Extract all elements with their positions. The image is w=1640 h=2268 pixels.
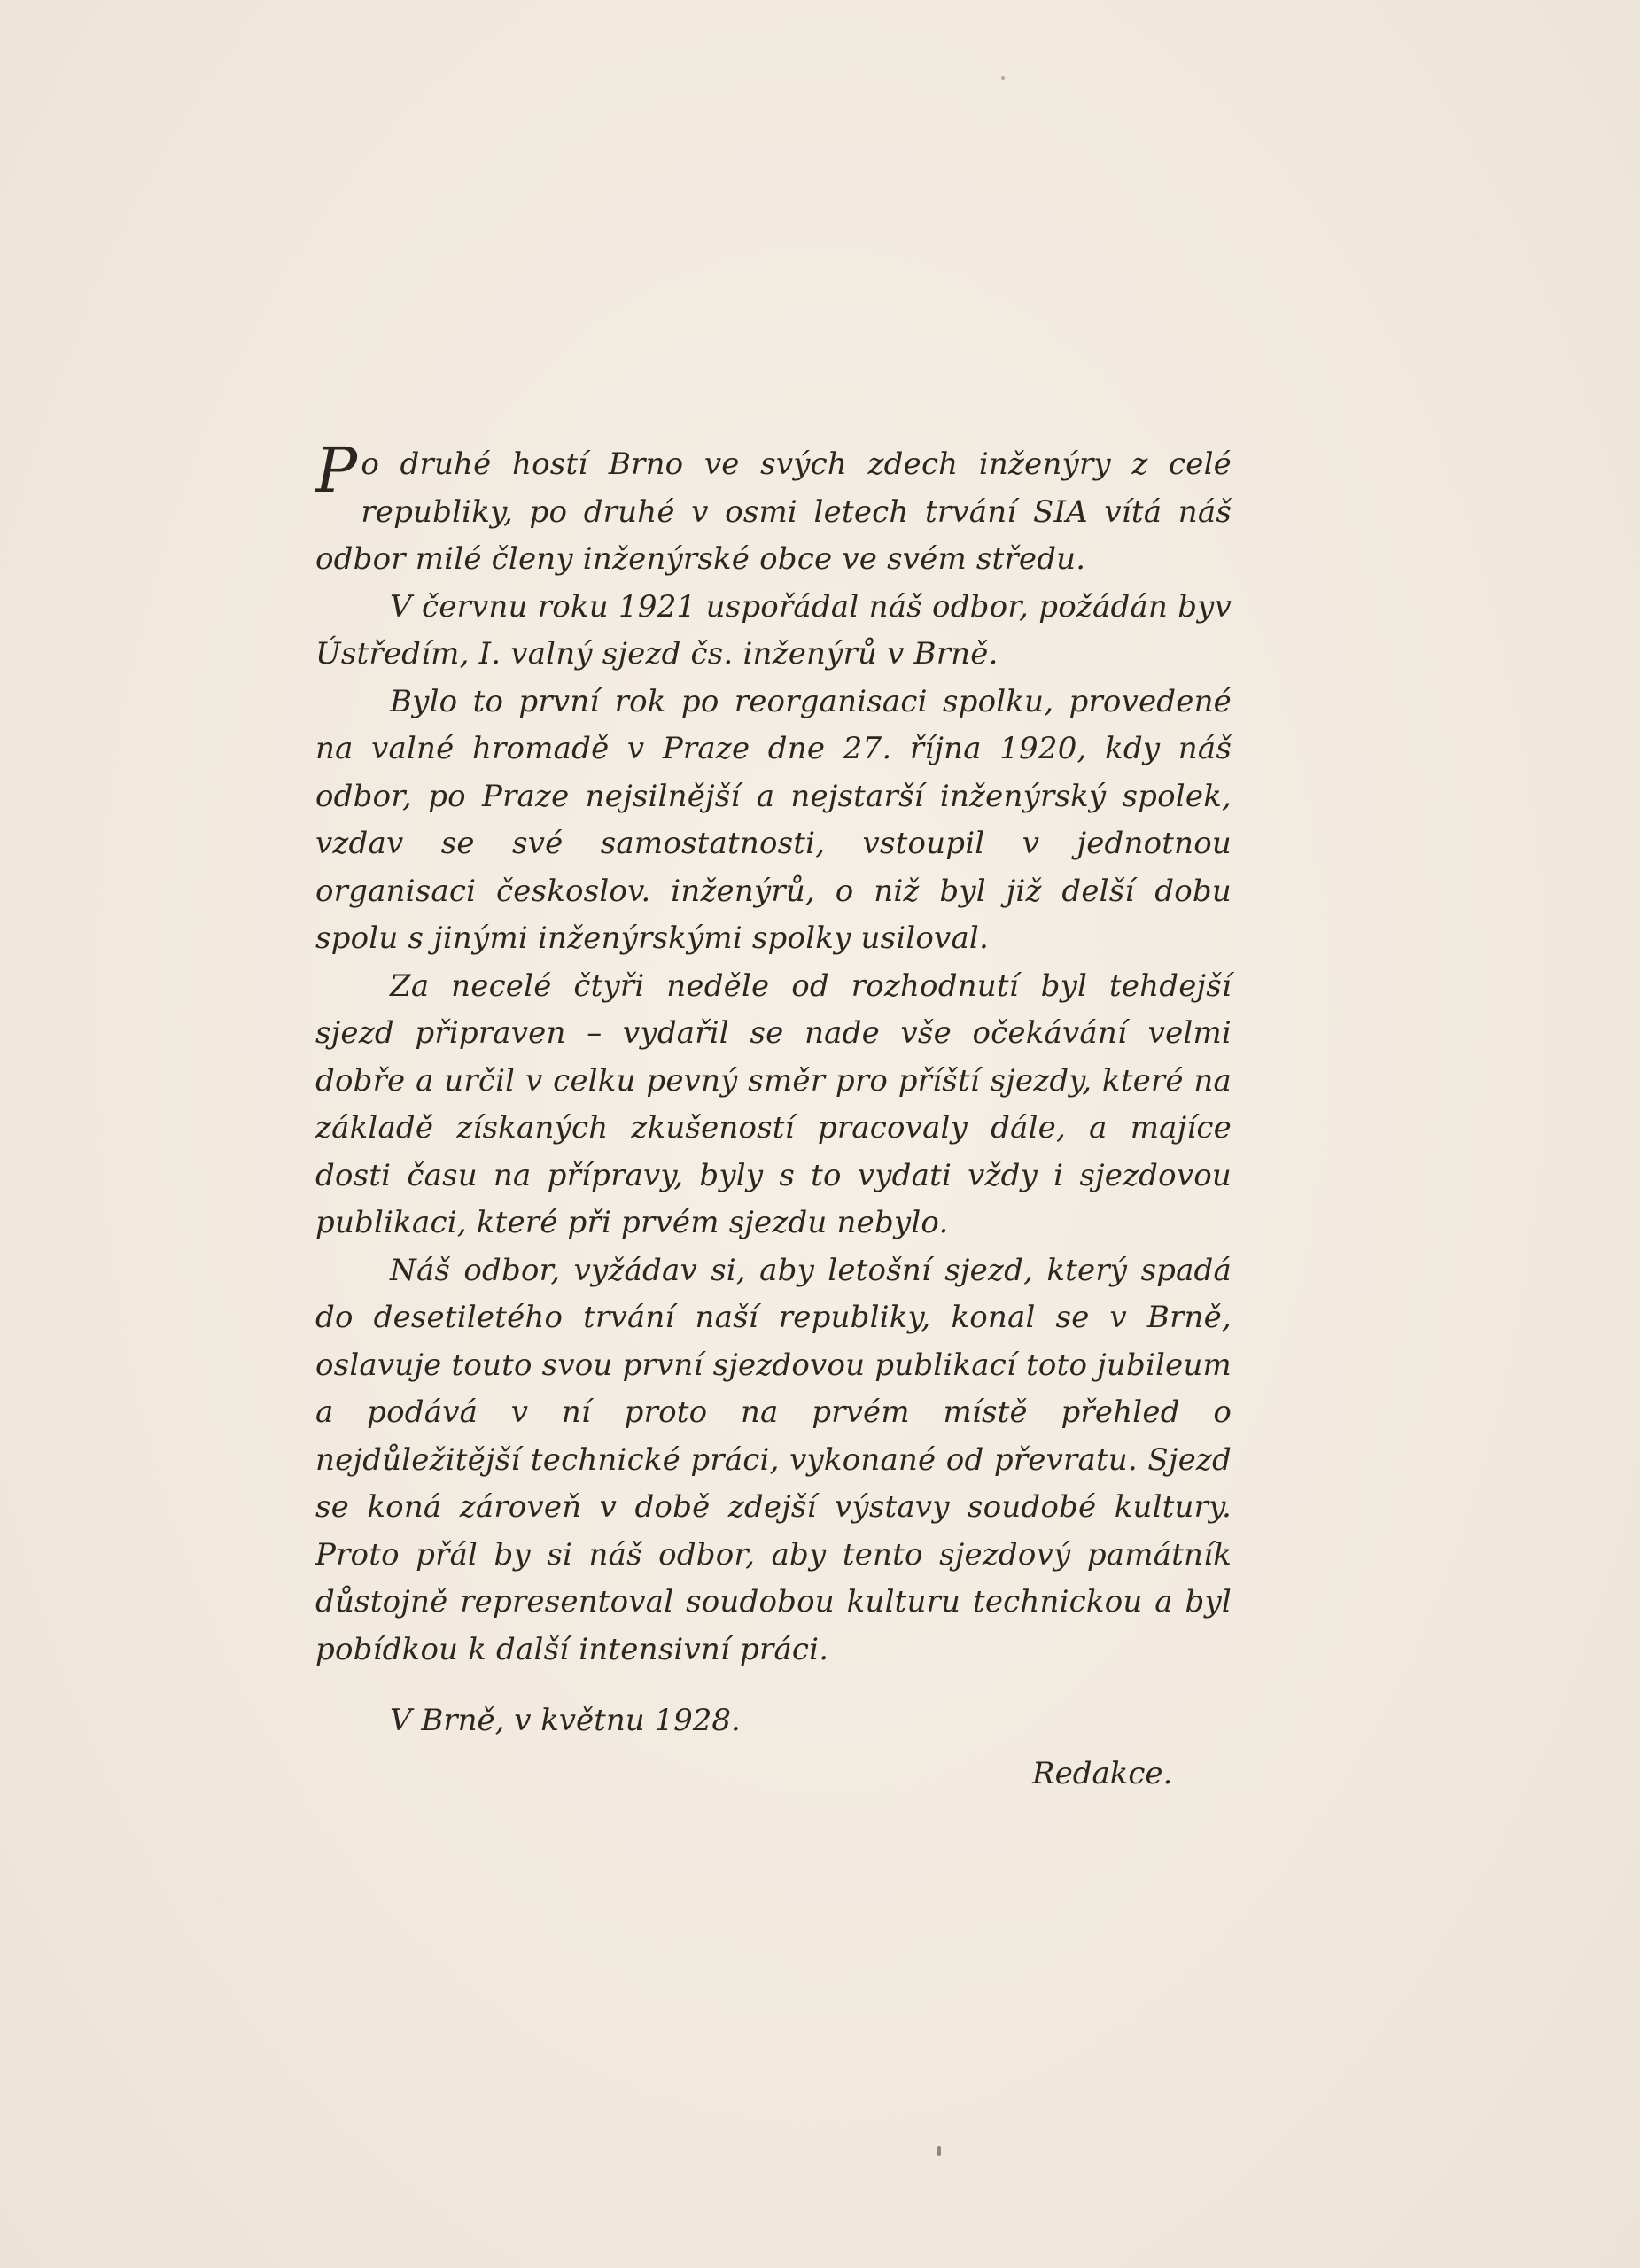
paragraph-4: Za necelé čtyři neděle od rozhodnutí byl tehdejší sjezd připraven – vydařil se nade vše očekávání velmi dobře a určil v celku pevný směr pro příští sjezdy, které na základě získaných zkušeností pracovaly dále, a majíce dosti času na přípravy, byly s to vydati vždy i sjezdovou publikaci, které při prvém sjezdu nebylo. — [315, 967, 1232, 1240]
paragraph-5: Náš odbor, vyžádav si, aby letošní sjezd, který spadá do desetiletého trvání naší republiky, konal se v Brně, oslavuje touto svou první sjezdovou publikací toto jubileum a podává v ní proto na prvém místě přehled o nejdůležitější technické práci, vykonané od převratu. Sjezd se koná zároveň v době zdejší výstavy soudobé kultury. Proto přál by si náš odbor, aby tento sjezdový památník důstojně representoval soudobou kulturu technickou a byl pobídkou k další intensivní práci. — [315, 1252, 1232, 1667]
dateline: V Brně, v květnu 1928. — [390, 1703, 741, 1738]
paragraph-1-text: o druhé hostí Brno ve svých zdech inženýry z celé republiky, po druhé v osmi letech trvání SIA vítá náš odbor milé členy inženýrské obce ve svém středu. — [315, 447, 1232, 577]
paragraph-3: Bylo to první rok po reorganisaci spolku, provedené na valné hromadě v Praze dne 27. října 1920, kdy náš odbor, po Praze nejsilnější a nejstarší inženýrský spolek, vzdav se své samostatnosti, vstoupil v jednotnou organisaci českoslov. inženýrů, o niž byl již delší dobu spolu s jinými inženýrskými spolky usiloval. — [315, 683, 1232, 956]
paragraph-1 — [315, 434, 1232, 584]
paper-speck — [1001, 76, 1005, 80]
paragraph-2: V červnu roku 1921 uspořádal náš odbor, požádán byv Ústředím, I. valný sjezd čs. inženýrů v Brně. — [315, 588, 1232, 672]
signature: Redakce. — [1032, 1756, 1173, 1791]
paper-speck — [937, 2146, 941, 2156]
letter-body — [315, 434, 1232, 1674]
drop-cap: P — [315, 434, 358, 507]
